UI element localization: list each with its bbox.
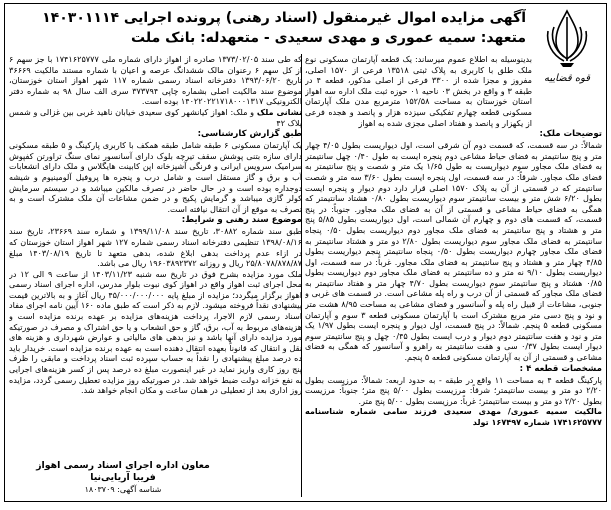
notice-title: آگهی مزایده اموال غیرمنقول (اسناد رهنی) پرونده اجرایی ۱۴۰۳۰۱۱۱۴	[42, 10, 526, 26]
owners-paragraph: مالکیت سمیه عموری/ مهدی سعیدی فرزند سامی شماره شناسنامه ۱۷۴۱۶۲۵۷۷۷ شماره ۱۶۷۴۹۷ تولد	[305, 406, 602, 427]
left-column	[9, 54, 302, 497]
notice-id: شناسه آگهی: ۱۸۰۳۷۰۹	[84, 485, 162, 494]
signature-block	[13, 460, 233, 495]
boundaries-heading: توضیحات ملک:	[539, 129, 602, 140]
expert-heading: طبق گزارش کارشناسی:	[197, 129, 302, 140]
right-column	[305, 54, 602, 497]
parking-heading: مشخصات قطعه ۴ :	[519, 363, 602, 374]
notice-page	[4, 3, 607, 502]
signature-name: فریبا آریایی‌نیا	[90, 472, 156, 483]
auction-paragraph: ملک مورد مزایده بشرح فوق در تاریخ سه شنبه ۱۴۰۳/۱۱/۲۳ از ساعت ۹ الی ۱۲ در محل اجرای ثبت اهواز واقع در اهواز کوی نبوت بلوار مدرس، اداره اجرای اسناد رسمی اهواز برگزار میگردد؛ مزایده از مبلغ پایه ۴۵/۰۰۰/۰۰۰/۰۰۰ ریال آغاز و به بالاترین قیمت پیشنهادی نقداً فروخته میشود. لازم به ذکر است که طبق ماده ۱۶۰ آیین نامه اجرای مفاد اسناد رسمی لازم الاجرا، پرداخت هزینه‌های مزایده بر عهده برنده مزایده است و هزینه‌های مربوط به آب، برق، گاز و حق انشعاب و یا حق اشتراک و مصرف در صورتیکه مورد مزایده دارای آنها باشد و نیز بدهی های مالیاتی و عوارض شهرداری و هزینه های نقل و انتقال که قانوناً بعهده انتقال دهنده است به عهده برنده مزایده است. خریدار باید ده درصد مبلغ پیشنهادی را نقداً به حساب سپرده ثبت اسناد پرداخت و مابقی را ظرف پنج روز کاری واریز نماید در غیر اینصورت مبلغ ده درصد پس از کسر هزینه‌های اجرایی به نفع خزانه دولت ضبط خواهد شد. در صورتیکه روز مزایده تعطیل رسمی گردد، مزایده روز اداری بعد از تعطیلی در همان ساعت و مکان انجام خواهد شد.	[9, 268, 302, 396]
notice-subtitle: متعهد: سمیه عموری و مهدی سعیدی - متعهدله: بانک ملت	[131, 30, 526, 46]
docs-paragraph: طبق سند شماره ۳۰۸۸۲، تاریخ سند ۱۳۹۹/۱۱/۰۸ و شماره سند ۲۳۶۶۹، تاریخ سند ۱۳۹۸/۰۸/۱۶ تنظیمی دفترخانه اسناد رسمی شماره ۱۲۷ شهر اهواز استان خوزستان که در ازاء عدم پرداخت بدهی ابلاغ شده، بدهی متعهد تا تاریخ ۱۴۰۳/۰۸/۱۹ مبلغ ۲۵/۸۰۷۸/۸۷۸/۸۷ ریال و روزانه ۱۹۶۰۳۸۹۲۳۷۲ ریال می باشد.	[9, 226, 302, 269]
address-text: و ملک: اهواز کیانشهر کوی سعیدی خیابان ناهید غربی بین غزالی و شمس پلاک ۴۲	[9, 106, 302, 128]
docs-heading: موضوع سند رهنی و شرایط:	[181, 215, 302, 226]
emblem-caption: قوه قضاییه	[543, 73, 591, 84]
intro-text: بدینوسیله به اطلاع عموم میرساند: یک قطعه آپارتمان مسکونی نوع ملک طلق با کاربری به پلاک ثبتی ۱۳۵۱۸ فرعی از ۱۵۷۰ اصلی، مفروز و مجزا شده از ۳۳۰۰ فرعی از اصلی مذکور، قطعه ۴ در طبقه ۳ و واقع در بخش ۰۳ ناحیه ۰۱ حوزه ثبت ملک اداره سه اهواز استان خوزستان به مساحت ۱۵۲/۵۸ مترمربع مدن ملک آپارتمان مسکونی قطعه چهارم تفکیکی سیزده هزار و پانصد و هجده فرعی از یکهزار و پانصد و هفتاد اصلی مجزی شده به اهواز	[305, 54, 533, 128]
signature-title: معاون اداره اجرای اسناد رسمی اهواز	[36, 460, 210, 471]
expert-paragraph: یک آپارتمان مسکونی ۶ طبقه شامل طبقه همکف با کاربری پارکینگ و ۵ طبقه مسکونی دارای سازه بتنی پوشش سقف تیرچه بلوک دارای آسانسور نمای سنگ تراورتن کفپوش سرامیک سرویس ایرانی و فرنگی آشپزخانه اپن کابینت هایگلاس و ملک دارای انشعابات آب و برق و گاز مستقل است و شامل درب و پنجره ها پروفیل آلومینیوم و شیشه دوجداره بوده است و در حال حاضر در تصرف مالکین میباشد و در سیستم سرمایش کولر گازی میباشد و گرمایش پکیج و در ضمن مشاعات آن ملک مشترک است و به تصرف به موقع از آن انتقال نیافته است.	[9, 140, 302, 214]
address-paragraph	[9, 107, 302, 128]
intro-paragraph	[305, 54, 602, 128]
boundaries-paragraph: شمالاً: در سه قسمت، که قسمت دوم آن شرقی است، اول دیواریست بطول ۴/۰۵ چهار متر و پنج سانتیمتر به فضای حیاط مشاعی دوم پنجره ایست به طول ۰/۴۰ چهل سانتیمتر به فضای ملک مجاور سوم دیواریست به طول ۱/۶۵ یک متر و شصت و پنج سانتیمتر به فضای ملک مجاور. شرقاً: در سه قسمت، اول پنجره ایست بطول ۳/۶۰ سه متر و شصت سانتیمتر که در قسمتی از آن به پلاک ۱۵۷۰ اصلی قرار دارد دوم دیوار و پنجره ایست بطول ۶/۲۰ شش متر و بیست سانتیمتر سوم دیواریست بطول ۰/۸۰ هشتاد سانتیمتر که همگی به فضای حیاط مشاعی و قسمتی از آن به فضای ملک مجاور. جنوباً: در پنج قسمت، که قسمت های دوم و چهارم آن شمالی است، اول دیواریست بطول ۵/۸۵ پنج متر و هشتاد و پنج سانتیمتر به فضای ملک مجاور دوم دیواریست بطول ۰/۵۰ پنجاه سانتیمتر به فضای ملک مجاور سوم دیواریست بطول ۲/۸۰ دو متر و هشتاد سانتیمتر به فضای ملک مجاور چهارم دیواریست بطول ۰/۵۰ پنجاه سانتیمتر پنجم دیواریست بطول ۴/۸۵ چهار متر و هشتاد و پنج سانتیمتر به فضای ملک مجاور. غرباً: در سه قسمت، اول دیواریست بطول ۹/۱۰ نه متر و ده سانتیمتر به فضای ملک مجاور دوم دیواریست بطول ۰/۸۵ هشتاد و پنج سانتیمتر سوم دیواریست بطول ۴/۷۰ چهار متر و هفتاد سانتیمتر به فضای ملک مجاور که قسمتی از آن درب و راه پله مشاعی است. در قسمت های غربی و جنوبی، مشاعات از قبیل راه پله و آسانسور و فضای مشاعی به مساحت ۸/۹۵ هشت متر و نود و پنج دسی متر مربع مشترک است با آپارتمان مسکونی قطعه ۳ سوم و آپارتمان مسکونی قطعه ۵ پنجم. شمالاً: در پنج قسمت، اول دیوار و پنجره ایست بطول ۱/۹۷ یک متر و نود و هفت سانتیمتر دوم دیوار و درب ایست بطول ۰/۴۵ چهل و پنج سانتیمتر سوم دیوار ایست بطول ۰/۳۷ سی و هفت سانتیمتر به راهرو و آسانسور که همگی به فضای مشاعی و قسمتی از آن به آپارتمان مسکونی قطعه ۵ پنجم.	[305, 140, 602, 363]
deed-paragraph: که طی سند ۱۳۷۳/۰۲/۰۵ صادره از اهواز دارای شماره ملی ۱۷۴۱۶۲۵۷۷۷ با جز سهم ۶ از کل سهم ۶ رعنوان مالک ششدانگ عرصه و اعیان با شماره مستند مالکیت ۳۶۶۶۹ تاریخ ۱۳۹۳/۰۶/۲۰ دفترخانه اسناد رسمی شماره ۱۱۷ شهر اهواز استان خوزستان، موضوع سند مالکیت اصلی بشماره چاپی ۳۷۳۷۹۴ سری الف سال ۹۸ به شماره دفتر الکترونیکی ۱۴۰۲۲۰۲۲۱۷۱۸۰۰۰۱۳۱۷ بوده است.	[9, 54, 302, 107]
notice-body	[9, 54, 602, 497]
parking-paragraph: پارکینگ قطعه ۴ به مساحت ۱۱ واقع در طبقه - به حدود اربعه: شمالاً: مرزیست بطول ۲/۲۰ دو متر و بیست سانتیمتر؛ شرقاً: مرزیست بطول ۵/۰۰ پنج متر؛ جنوباً: مرزیست بطول ۲/۲۰ دو متر و بیست سانتیمتر؛ غرباً: مرزیست بطول ۵/۰۰ پنج متر.	[305, 374, 602, 406]
address-label: نشانی ملک	[254, 106, 302, 117]
